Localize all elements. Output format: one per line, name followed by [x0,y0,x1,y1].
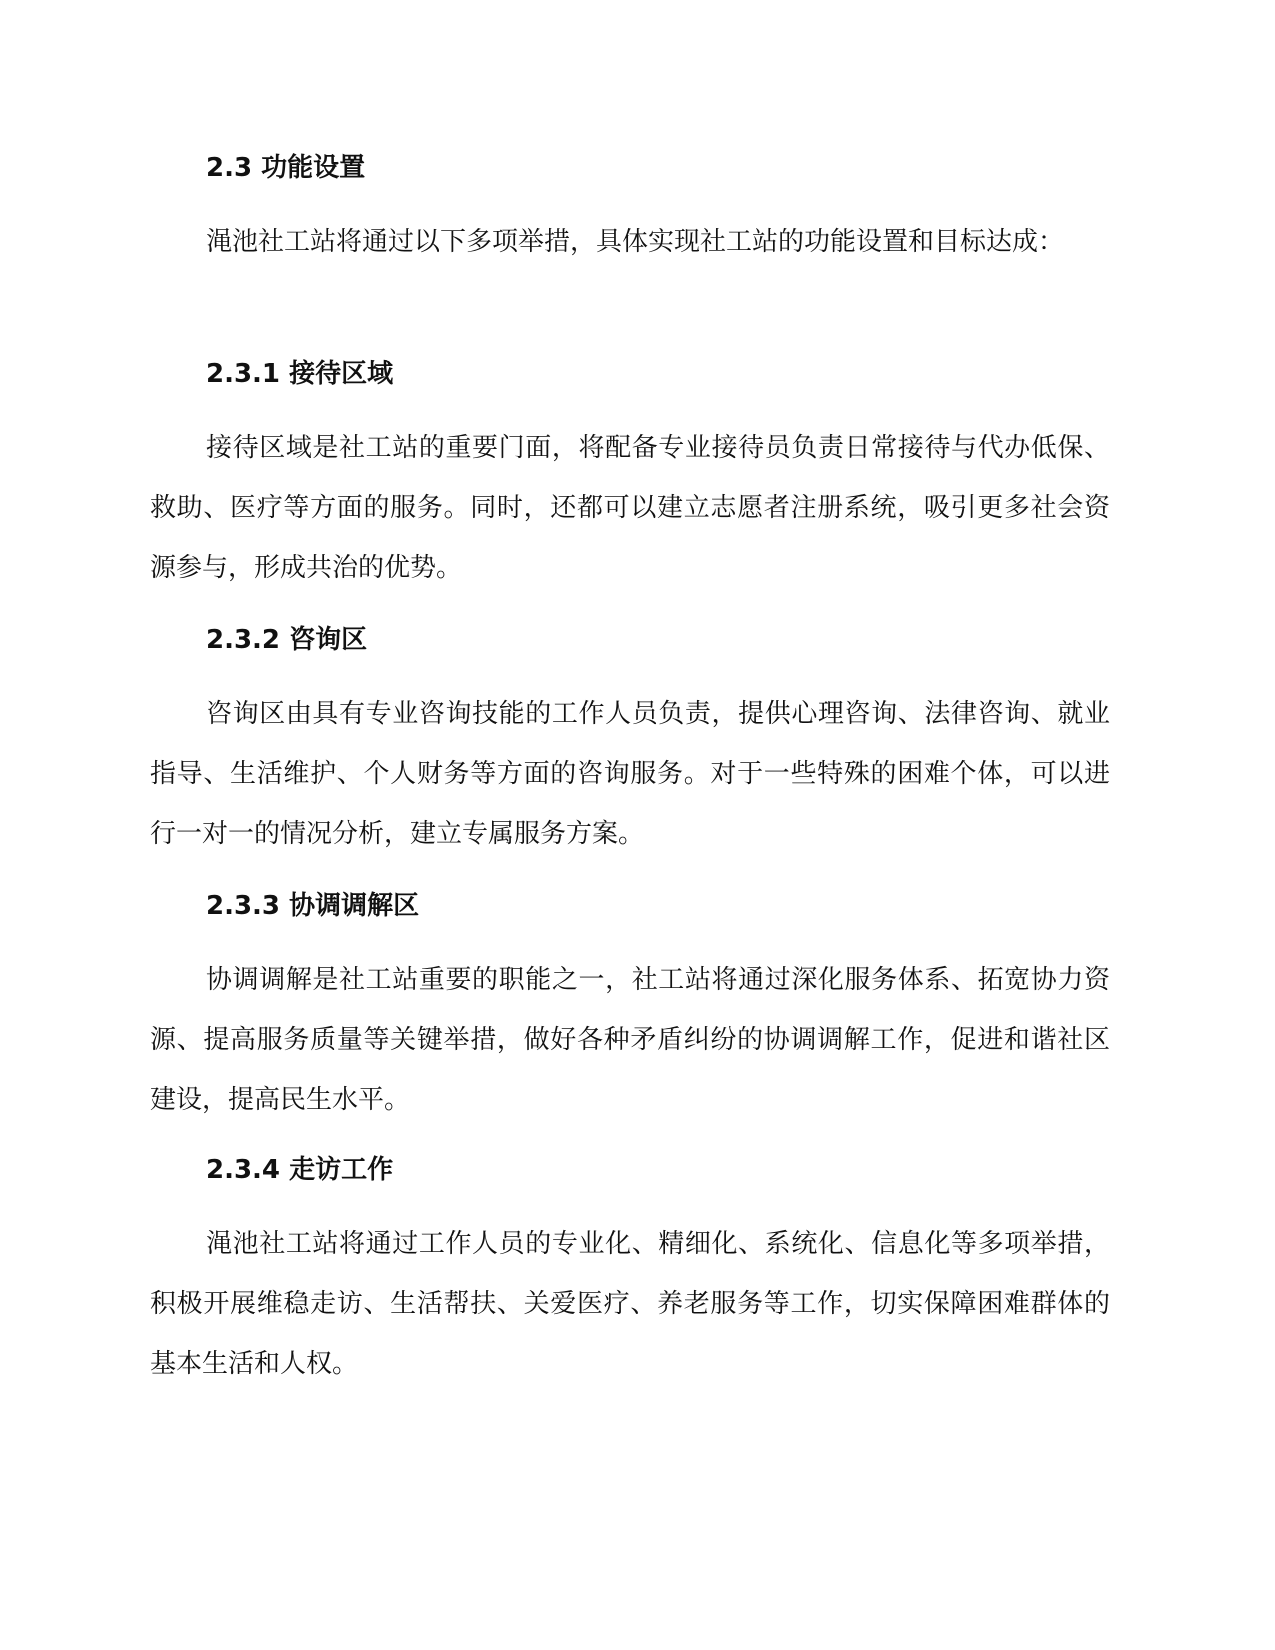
subsection-heading-consultation: 2.3.2 咨询区 [206,625,368,655]
subsection-heading-reception: 2.3.1 接待区域 [206,359,394,389]
subsection-heading-mediation: 2.3.3 协调调解区 [206,891,420,921]
paragraph-visits: 渑池社工站将通过工作人员的专业化、精细化、系统化、信息化等多项举措，积极开展维稳走访、生活帮扶、关爱医疗、养老服务等工作，切实保障困难群体的基本生活和人权。 [150,1229,1110,1379]
intro-paragraph: 渑池社工站将通过以下多项举措，具体实现社工站的功能设置和目标达成： [206,227,1065,257]
paragraph-mediation: 协调调解是社工站重要的职能之一，社工站将通过深化服务体系、拓宽协力资源、提高服务质量等关键举措，做好各种矛盾纠纷的协调调解工作，促进和谐社区建设，提高民生水平。 [150,965,1110,1115]
paragraph-consultation: 咨询区由具有专业咨询技能的工作人员负责，提供心理咨询、法律咨询、就业指导、生活维护、个人财务等方面的咨询服务。对于一些特殊的困难个体，可以进行一对一的情况分析，建立专属服务方案。 [150,699,1110,849]
section-heading: 2.3 功能设置 [206,153,366,183]
paragraph-reception: 接待区域是社工站的重要门面，将配备专业接待员负责日常接待与代办低保、救助、医疗等方面的服务。同时，还都可以建立志愿者注册系统，吸引更多社会资源参与，形成共治的优势。 [150,433,1110,583]
subsection-heading-visits: 2.3.4 走访工作 [206,1155,394,1185]
